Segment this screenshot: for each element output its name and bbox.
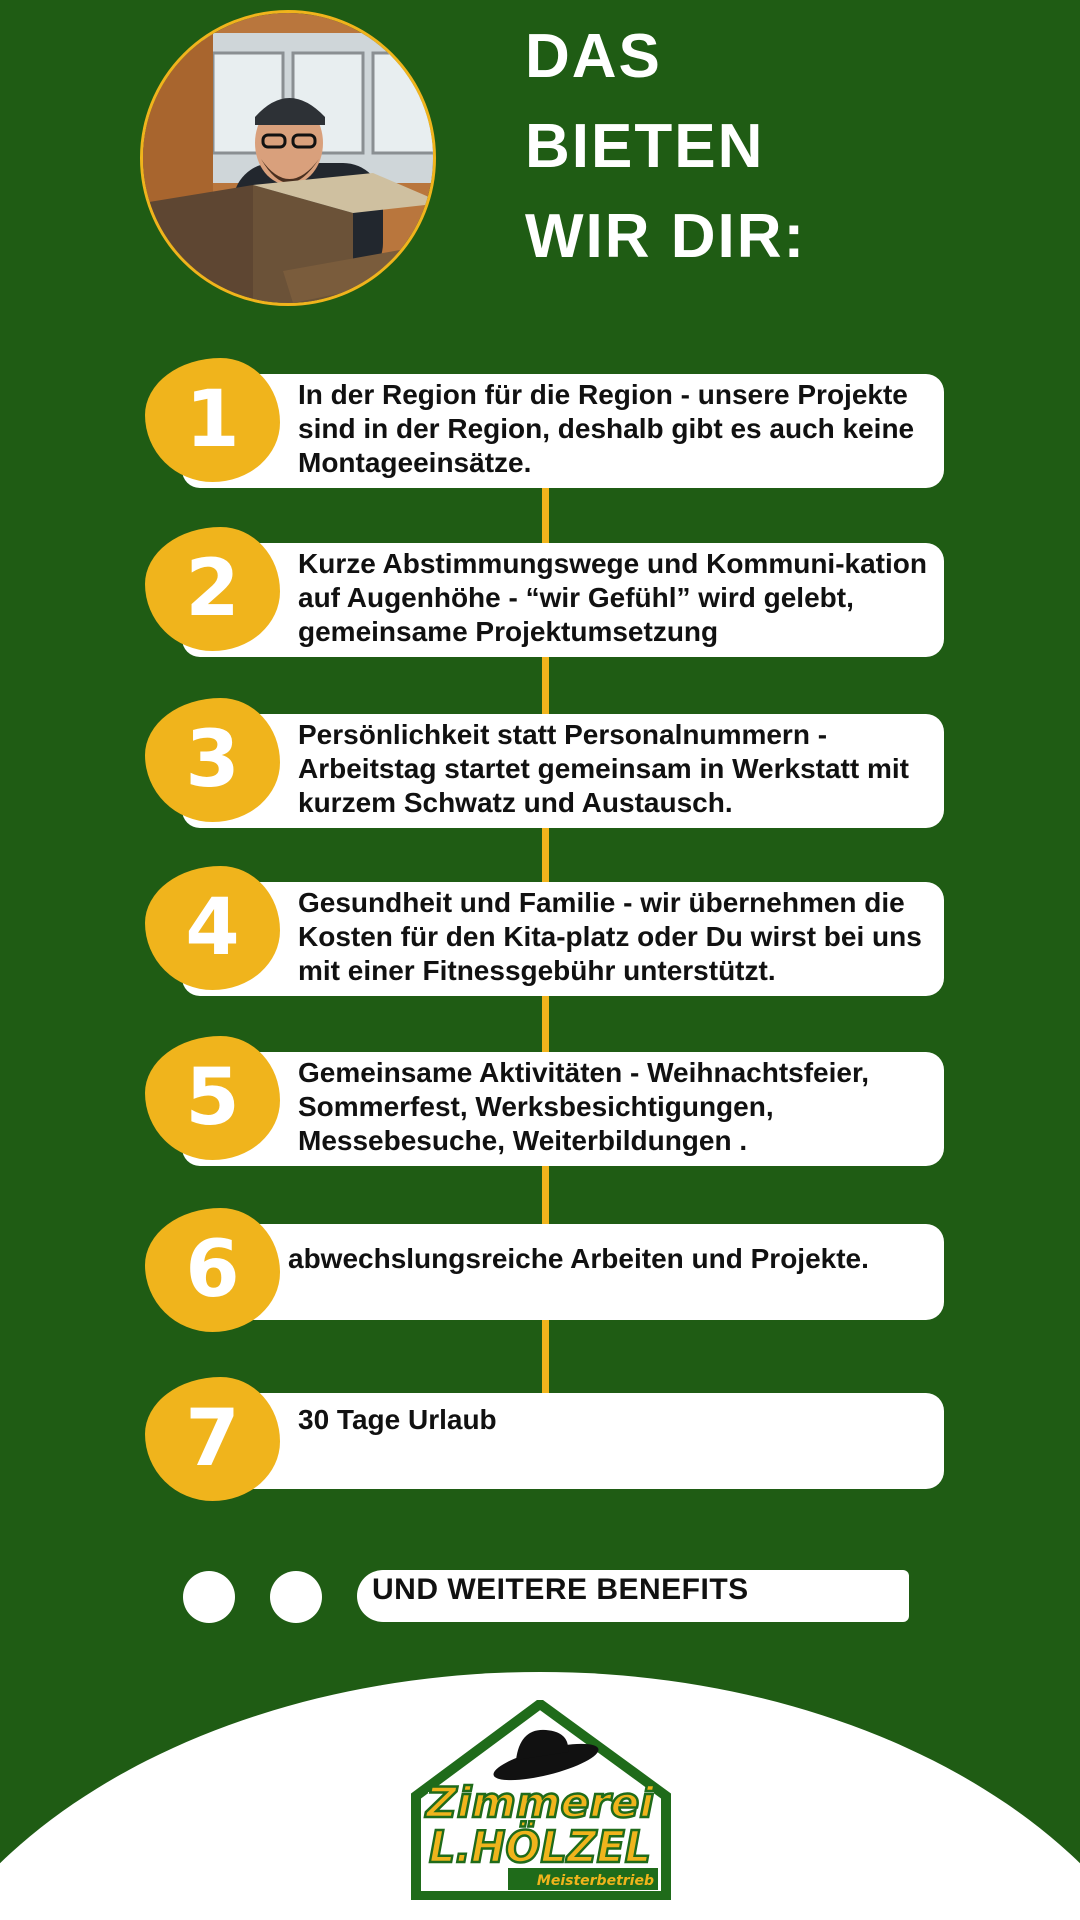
- benefit-number: 5: [185, 1053, 240, 1143]
- decorative-dot: [183, 1571, 235, 1623]
- benefit-text: Persönlichkeit statt Personalnummern - Arbeitstag startet gemeinsam in Werkstatt mit kurzem Schwatz und Austausch.: [298, 719, 909, 818]
- svg-text:Zimmerei: Zimmerei: [423, 1778, 655, 1827]
- workshop-photo-illustration: [143, 13, 436, 306]
- benefit-item-6: [0, 1208, 1080, 1333]
- benefit-item-4: [0, 866, 1080, 991]
- benefit-number: 3: [185, 715, 240, 805]
- title-line-3: WIR DIR:: [525, 202, 807, 271]
- decorative-dot: [270, 1571, 322, 1623]
- title-line-1: DAS: [525, 22, 662, 91]
- benefit-item-2: [0, 527, 1080, 652]
- benefit-number: 1: [185, 375, 240, 465]
- page-title: [525, 12, 806, 282]
- svg-text:Meisterbetrieb: Meisterbetrieb: [536, 1873, 654, 1889]
- logo-house-icon: [408, 1700, 672, 1900]
- benefit-item-5: [0, 1036, 1080, 1161]
- benefit-item-3: [0, 698, 1080, 823]
- benefit-text: 30 Tage Urlaub: [298, 1404, 497, 1435]
- benefit-number: 4: [185, 883, 240, 973]
- benefit-number: 2: [185, 544, 240, 634]
- benefit-text: abwechslungsreiche Arbeiten und Projekte.: [288, 1243, 869, 1274]
- company-logo: [408, 1700, 672, 1900]
- benefit-text: Gesundheit und Familie - wir übernehmen die Kosten für den Kita-platz oder Du wirst bei uns mit einer Fitnessgebühr unterstützt.: [298, 887, 922, 986]
- benefit-text: Gemeinsame Aktivitäten - Weihnachtsfeier, Sommerfest, Werksbesichtigungen, Messebesuche, Weiterbildungen .: [298, 1057, 870, 1156]
- carpenter-photo: [140, 10, 436, 306]
- benefit-item-7: [0, 1377, 1080, 1502]
- title-line-2: BIETEN: [525, 112, 765, 181]
- benefit-text: Kurze Abstimmungswege und Kommuni-kation auf Augenhöhe - “wir Gefühl” wird gelebt, gemeinsame Projektumsetzung: [298, 548, 927, 647]
- benefit-number: 7: [185, 1394, 240, 1484]
- benefit-number: 6: [185, 1225, 240, 1315]
- more-benefits-label: UND WEITERE BENEFITS: [372, 1573, 749, 1606]
- svg-text:L.HÖLZEL: L.HÖLZEL: [429, 1822, 667, 1873]
- benefit-text: In der Region für die Region - unsere Projekte sind in der Region, deshalb gibt es auch keine Montageeinsätze.: [298, 379, 915, 478]
- benefit-item-1: [0, 358, 1080, 483]
